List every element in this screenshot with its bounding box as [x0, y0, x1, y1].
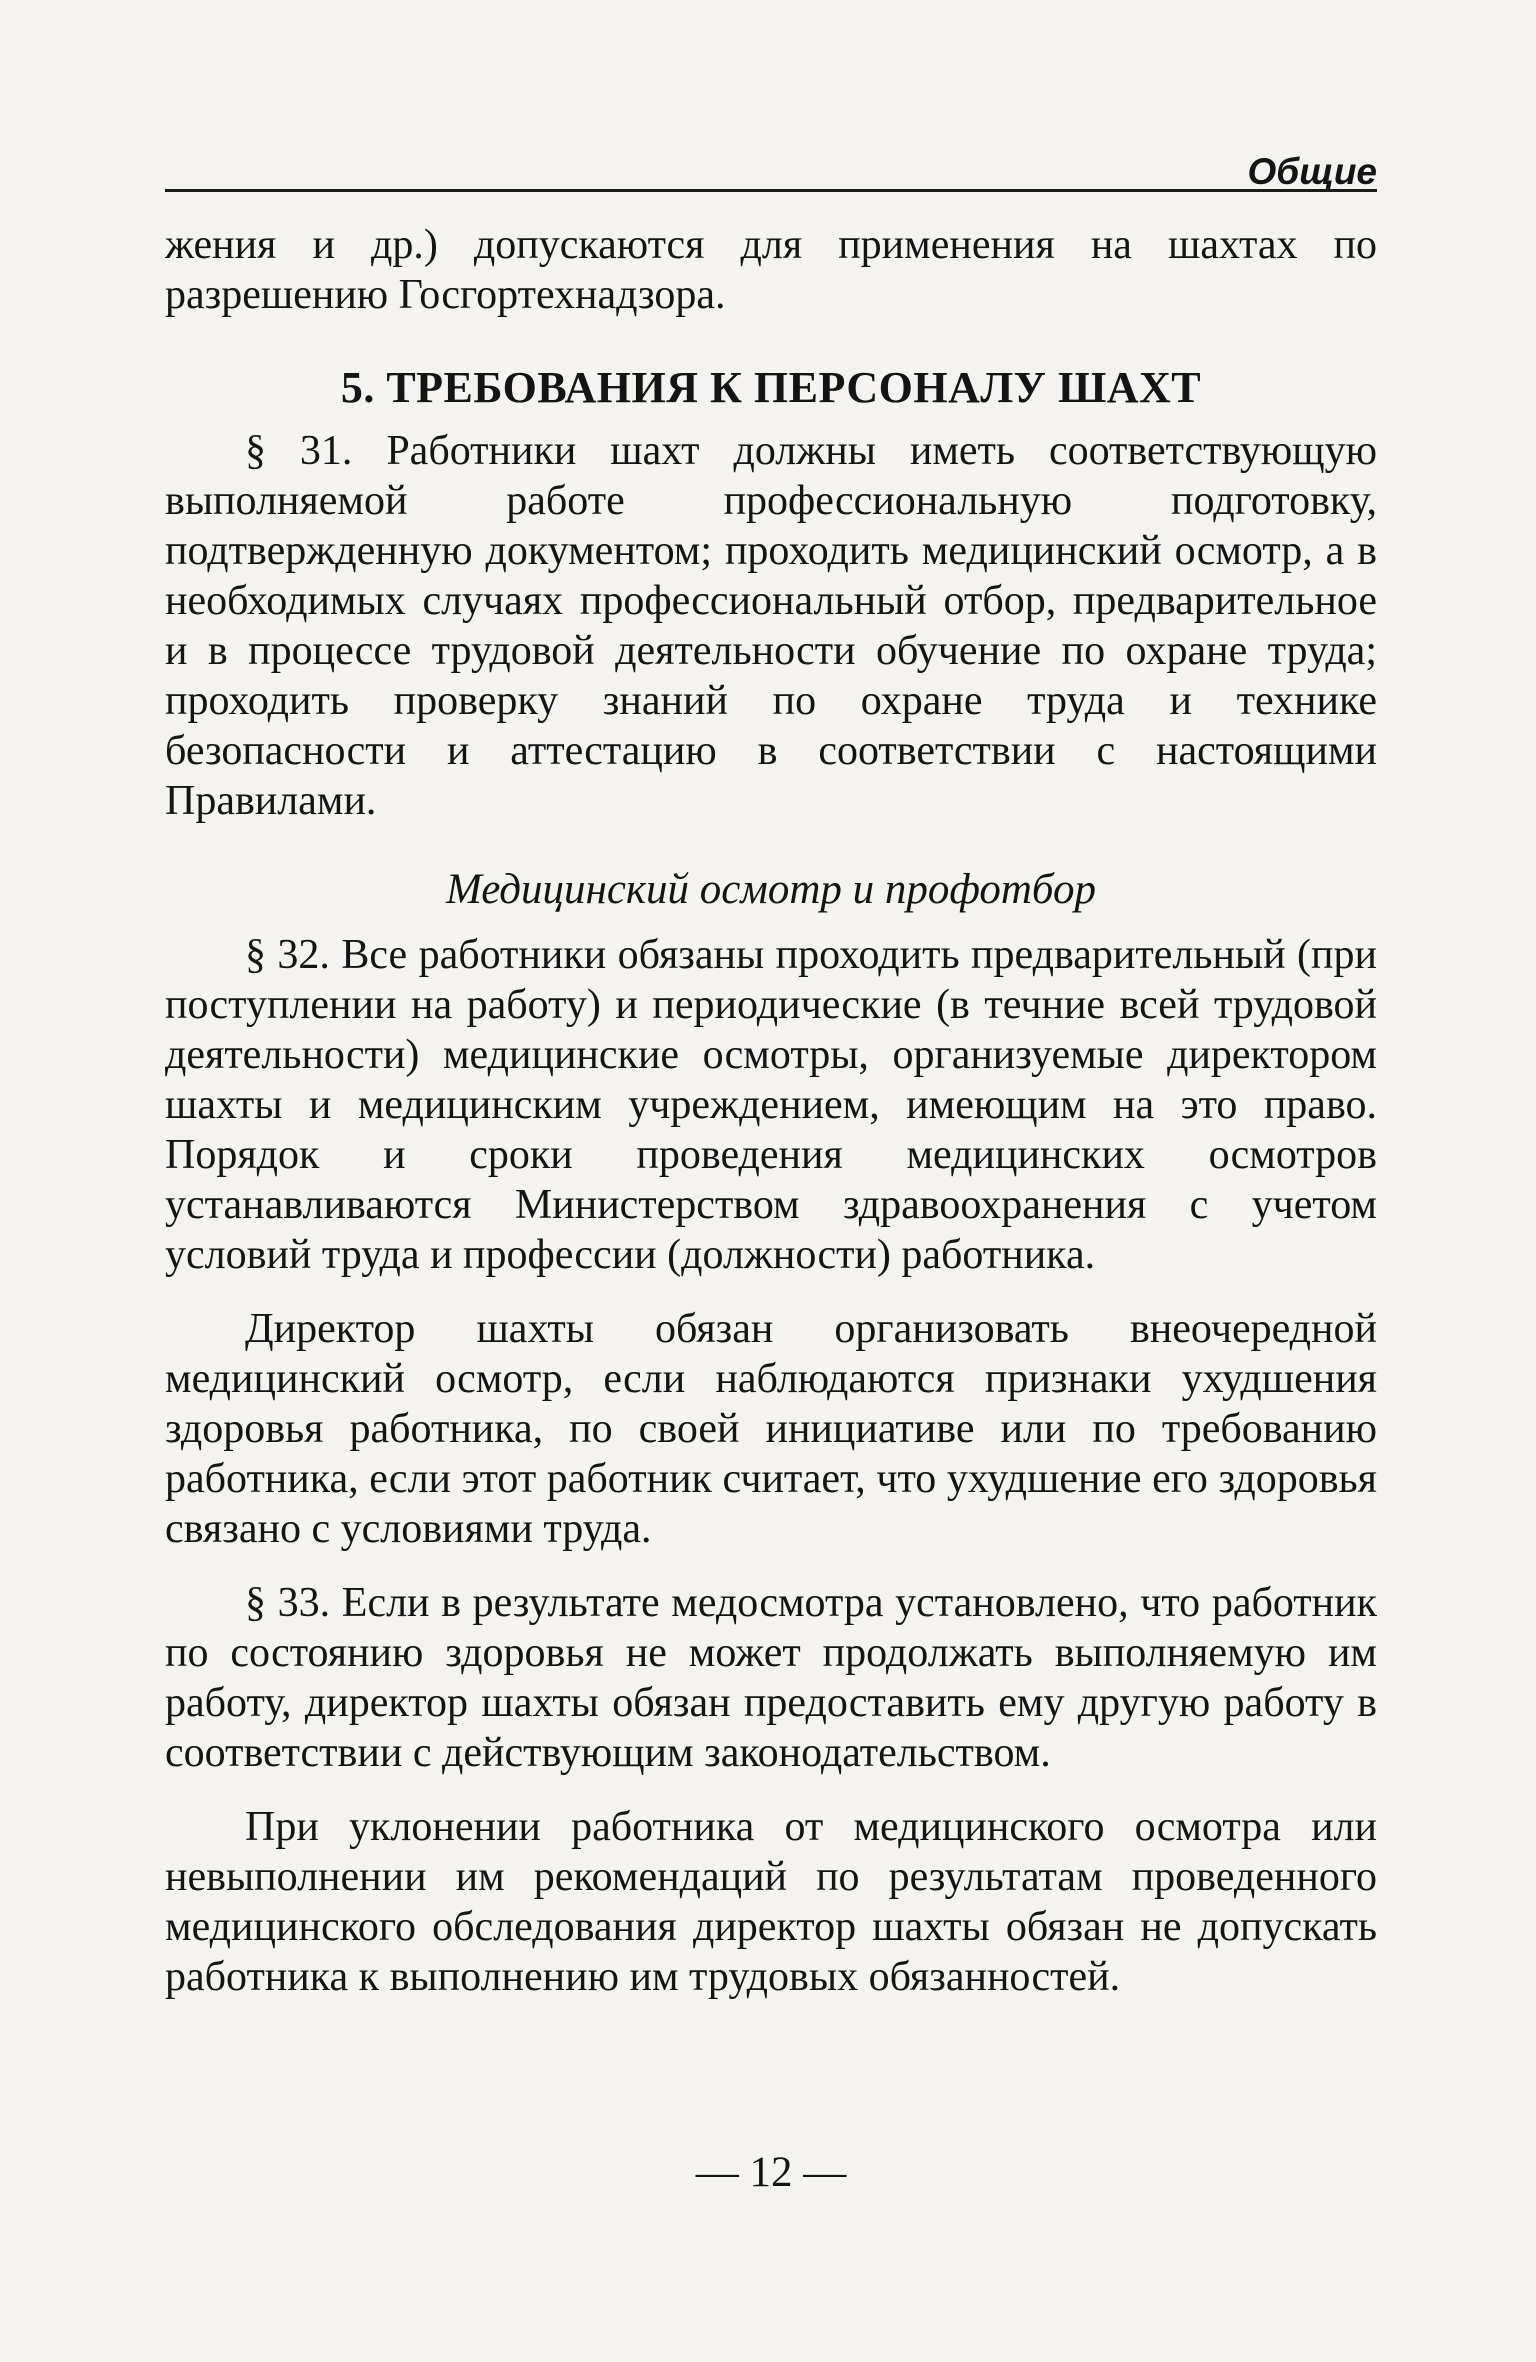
paragraph-33-continued: При уклонении работника от медицинского осмотра или невыполнении им рекомендаций по результатам проведенного медицинского обследования директор шахты обязан не допускать работника к выполнению им трудовых обязанностей.	[165, 1804, 1377, 2000]
page-number: — 12 —	[695, 2149, 847, 2196]
book-page	[165, 0, 1377, 2362]
paragraph-32-continued: Директор шахты обязан организовать внеочередной медицинский осмотр, если наблюдаются признаки ухудшения здоровья работника, по своей инициативе или по требованию работника, если этот работник считает, что ухудшение его здоровья связано с условиями труда.	[165, 1306, 1377, 1552]
header-rule	[165, 189, 1377, 192]
page-body	[165, 220, 1377, 2002]
paragraph-33: § 33. Если в результате медосмотра установлено, что работник по состоянию здоровья не может продолжать выполняемую им работу, директор шахты обязан предоставить ему другую работу в соответствии с действующим законодательством.	[165, 1580, 1377, 1776]
continuation-paragraph: жения и др.) допускаются для применения на шахтах по разрешению Госгортехнадзора.	[165, 222, 1377, 318]
section-title: 5. ТРЕБОВАНИЯ К ПЕРСОНАЛУ ШАХТ	[340, 363, 1202, 412]
paragraph-32: § 32. Все работники обязаны проходить предварительный (при поступлении на работу) и периодические (в течние всей трудовой деятельности) медицинские осмотры, организуемые директором шахты и медицинским учреждением, имеющим на это право. Порядок и сроки проведения медицинских осмотров устанавливаются Министерством здравоохранения с учетом условий труда и профессии (должности) работника.	[165, 932, 1377, 1278]
subsection-title: Медицинский осмотр и профотбор	[446, 866, 1096, 913]
running-header: Общие	[1247, 151, 1377, 192]
paragraph-31: § 31. Работники шахт должны иметь соответствующую выполняемой работе профессиональную подготовку, подтвержденную документом; проходить медицинский осмотр, а в необходимых случаях профессиональный отбор, предварительное и в процессе трудовой деятельности обучение по охране труда; проходить проверку знаний по охране труда и технике безопасности и аттестацию в соответствии с настоящими Правилами.	[165, 428, 1377, 824]
